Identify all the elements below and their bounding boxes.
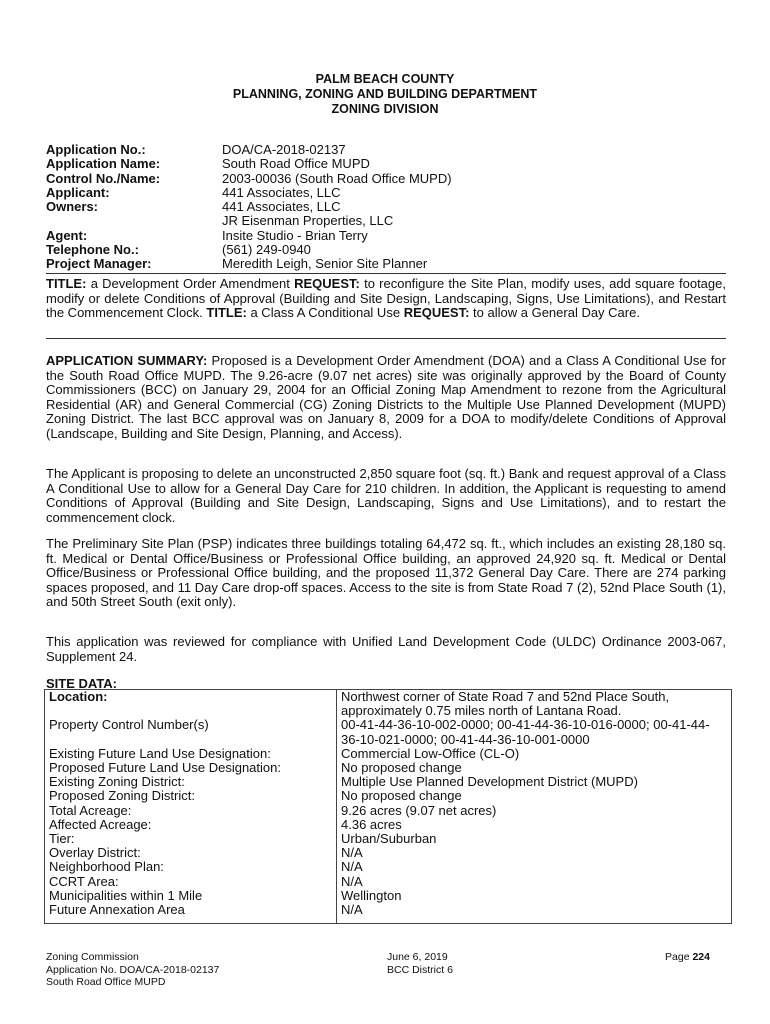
summary-label: APPLICATION SUMMARY: [46,353,208,368]
table-row [45,832,732,846]
request-label: REQUEST: [294,276,360,291]
info-row-agent [46,229,692,243]
footer-page-label: Page [665,951,690,963]
info-value: 441 Associates, LLC [222,184,341,200]
site-label: Neighborhood Plan: [45,860,337,874]
header-division: ZONING DIVISION [331,102,439,116]
request-text: to reconfigure the Site Plan, modify uses, add square footage, modify or delete Conditions of Approval (Building and Site Design, Landscaping, Signs, Use Limitations), and Restart the Commencement Clock. [46,276,726,321]
site-value: Commercial Low-Office (CL-O) [337,747,732,761]
site-value: 00-41-44-36-10-002-0000; 00-41-44-36-10-016-0000; 00-41-44-36-10-021-0000; 00-41-44-36-10-001-0000 [337,718,732,746]
info-row-owners [46,200,692,214]
summary-text: Proposed is a Development Order Amendment (DOA) and a Class A Conditional Use for the South Road Office MUPD. The 9.26-acre (9.07 net acres) site was originally approved by the Board of County Commissioners (BCC) on January 29, 2004 for an Official Zoning Map Amendment to rezone from the Agricultural Residential (AR) and General Commercial (CG) Zoning Districts to the Multiple Use Planned Development (MUPD) Zoning District. The last BCC approval was on January 8, 2009 for a DOA to modify/delete Conditions of Approval (Landscape, Building and Site Design, Planning, and Access). [46,353,726,441]
site-value: Multiple Use Planned Development District (MUPD) [337,775,732,789]
footer-application-no: Application No. DOA/CA-2018-02137 [46,963,220,976]
footer-project-name: South Road Office MUPD [46,976,166,988]
footer-left [46,951,219,989]
footer-district: BCC District 6 [387,963,453,976]
site-value: N/A [337,846,732,860]
application-info-block [46,143,692,272]
info-label: Control No./Name: [46,170,161,186]
site-value: No proposed change [337,789,732,803]
summary-paragraph-4: This application was reviewed for compliance with Unified Land Development Code (ULDC) Ordinance 2003-067, Supplement 24. [46,634,726,664]
header-county: PALM BEACH COUNTY [315,72,455,86]
site-value-location: Northwest corner of State Road 7 and 52nd Place South, approximately 0.75 miles north of Lantana Road. [337,690,732,719]
info-row-project-manager [46,257,692,271]
site-data-heading: SITE DATA: [46,676,118,691]
info-value: 441 Associates, LLC [222,199,341,215]
site-label: Proposed Zoning District: [45,789,337,803]
table-row [45,846,732,860]
title-label: TITLE: [206,305,247,321]
table-row [45,775,732,789]
summary-paragraph-2: The Applicant is proposing to delete an unconstructed 2,850 square foot (sq. ft.) Bank and request approval of a Class A Conditional Use to allow for a General Day Care for 210 children. In addition, the Applicant is requesting to amend Conditions of Approval (Building and Site Design, Landscaping, Signs and Use Limitations), and to restart the commencement clock. [46,466,726,525]
footer-commission: Zoning Commission [46,951,139,963]
site-value: N/A [337,875,732,889]
table-row [45,761,732,775]
info-label: Application Name: [46,156,161,172]
site-label: Affected Acreage: [45,818,337,832]
info-row-owners-2 [46,214,692,228]
table-row [45,747,732,761]
info-value: South Road Office MUPD [222,156,370,172]
table-row [45,690,732,719]
info-value: JR Eisenman Properties, LLC [222,213,394,229]
site-label-location: Location: [45,690,337,719]
info-value: DOA/CA-2018-02137 [222,142,346,157]
footer-page [640,951,710,964]
info-row-applicant [46,186,692,200]
table-row [45,875,732,889]
info-label: Applicant: [46,184,110,200]
table-row [45,860,732,874]
table-row [45,818,732,832]
site-label: Existing Zoning District: [45,775,337,789]
table-row [45,789,732,803]
footer-page-number: 224 [692,951,710,963]
site-label: Municipalities within 1 Mile [45,889,337,903]
table-row [45,889,732,903]
info-value: 2003-00036 (South Road Office MUPD) [222,170,452,186]
site-data-table [44,689,732,924]
summary-paragraph-3: The Preliminary Site Plan (PSP) indicates three buildings totaling 64,472 sq. ft., which includes an existing 28,180 sq. ft. Medical or Dental Office/Business or Professional Office building, an approved 24,920 sq. ft. Medical or Dental Office/Business or Professional Office building, and the proposed 11,372 General Day Care. There are 274 parking spaces proposed, and 11 Day Care drop-off spaces. Access to the site is from State Road 7 (2), 52nd Place South (1), and 50th Street South (exit only). [46,536,726,610]
title-text: a Class A Conditional Use [250,305,401,321]
title-request-block [46,277,726,321]
footer-center [387,951,453,976]
site-value: 9.26 acres (9.07 net acres) [337,804,732,818]
summary-paragraph-1 [46,354,726,442]
info-label: Project Manager: [46,256,152,272]
info-row-application-no [46,143,692,157]
site-value: 4.36 acres [337,818,732,832]
site-value: N/A [337,903,732,924]
site-label: Proposed Future Land Use Designation: [45,761,337,775]
site-value: Urban/Suburban [337,832,732,846]
info-row-telephone [46,243,692,257]
info-label: Agent: [46,227,88,243]
request-label: REQUEST: [403,305,470,321]
info-value: Insite Studio - Brian Terry [222,227,368,243]
title-label: TITLE: [46,276,87,291]
info-label: Application No.: [46,142,146,157]
site-value: No proposed change [337,761,732,775]
divider-top [46,273,726,274]
info-value: (561) 249-0940 [222,242,311,258]
header-department: PLANNING, ZONING AND BUILDING DEPARTMENT [232,87,538,101]
info-row-application-name [46,157,692,171]
site-label: Future Annexation Area [45,903,337,924]
site-label: Existing Future Land Use Designation: [45,747,337,761]
table-row [45,718,732,746]
site-label: Property Control Number(s) [45,718,337,746]
site-value: Wellington [337,889,732,903]
info-row-control-no [46,172,692,186]
title-text: a Development Order Amendment [90,276,290,291]
site-label: Overlay District: [45,846,337,860]
info-label: Owners: [46,199,99,215]
table-row [45,903,732,924]
info-value: Meredith Leigh, Senior Site Planner [222,256,428,272]
info-label [46,214,222,228]
request-text: to allow a General Day Care. [473,305,640,321]
divider-middle [46,338,726,339]
footer-date: June 6, 2019 [387,951,448,963]
info-label: Telephone No.: [46,242,139,258]
site-label: CCRT Area: [45,875,337,889]
table-row [45,804,732,818]
site-value: N/A [337,860,732,874]
site-label: Tier: [45,832,337,846]
site-label: Total Acreage: [45,804,337,818]
